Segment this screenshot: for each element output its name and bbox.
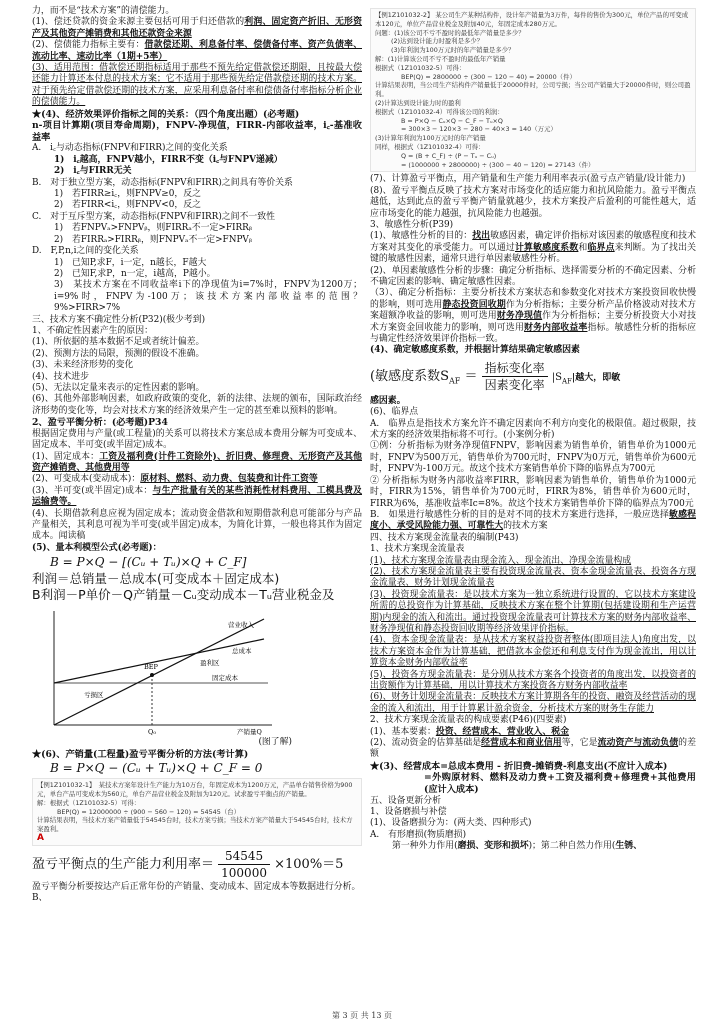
scan-formula: = (1000000 + 2800000) ÷ (300 − 40 − 120) = 27143（件） [401,160,595,169]
text-line: (2)、预测方法的局限，预测的假设不准确。 [32,348,205,359]
emphasis: 找出 [472,231,491,242]
definitions: n-项目计算期(项目寿命周期)，FNPV-净现值，FIRR-内部收益率，i꜀-基准收益率 [32,120,362,143]
scan-text: 解：(1)计算该公司不亏不盈时的最低年产销量 [375,54,506,63]
operating-cost-formula: ★(3)、经营成本=总成本费用 - 折旧费-摊销费-利息支出(不应计入成本) [370,760,668,772]
scan-formula: = 300×3 − 120×3 − 280 − 40×3 = 140（万元） [401,125,557,134]
text-line: 力，而不是“技术方案”的清偿能力。 [32,6,175,16]
breakeven-chart [32,605,282,737]
text-line: 1、设备磨损与补偿 [370,807,447,818]
scan-formula: BEP(Q) = 12000000 ÷ (900 − 560 − 120) = 54545（台） [57,807,240,816]
applicable-scope: (3)、适用范围：借款偿还期指标适用于那些不预先给定借款偿还期限，且按最大偿还能力计算还本付息的技术方案；它不适用于那些预先给定借款偿还期的技术方案。对于预先给定借款偿还期的技术方案，应采用利息备付率和偿债备付率指标分析企业的偿债能力。 [32,63,362,108]
scan-text: (3)年利润为100万元时的年产销量是多少？ [391,46,515,55]
item-d1: 1) 已知P,求F，i一定，n越长，F越大 [54,257,207,268]
utilization-formula [32,848,362,881]
scan-text: (3)计算年利润为100万元时的年产销量 [375,134,486,143]
text-span: 等，它是 [561,738,598,749]
text-line: A. 有形磨损(物质磨损) [370,829,467,840]
formula-label: (敏感度系数S [370,368,449,384]
text-line: (4)、确定敏感度系数，并根据计算结果确定敏感因素 [370,345,580,356]
text-span: 的差额 [370,738,697,760]
scan-text: 根据式（1Z101032-5）可得： [375,63,466,72]
text-span: B. 如果进行敏感性分析的目的是对不同的技术方案进行选择，一般应选择 [370,509,670,520]
text-span: 指标。敏感性分析的指标应与确定性经济效果评价指标一致。 [370,322,697,345]
sensitivity-purpose [370,231,696,265]
text-line: B、 [32,893,48,904]
text-span: 和 [578,242,588,253]
emphasis: 静态投资回收期 [442,299,506,310]
section-heading: ★(6)、产销量(工程量)盈亏平衡分析的方法(考计算) [32,748,249,760]
text-span: )；第二种自然力作用( [528,841,616,852]
text-line: (1)、设备磨损分为：(两大类、四种形式) [370,818,532,829]
solvency-indicators [32,40,362,63]
text-span: 的技术方案 [503,521,548,532]
text-span: 敏感因素，确定评价指标对该因素的敏感程度和技术方案对其变化的承受能力。可以通过 [370,231,697,253]
item-c1: 1) 若FNPVₐ>FNPVᵦ，则FIRRₐ不一定>FIRRᵦ [54,223,253,234]
text-line: (6)、临界点 [370,407,419,418]
text-line: (3)、投资现金流量表：是以技术方案为一独立系统进行设置的，它以技术方案建设所需的总投资作为计算基础，反映技术方案在整个计算期(包括建设期和生产运营期)内现金的流入和流出。通过投资现金流量表可计算技术方案的财务内部收益率、财务净现值和静态投资回收期等经济效果评价指标。 [370,589,696,634]
emphasis: 流动资产与流动负债 [597,738,679,749]
fixed-cost [32,452,362,475]
label-revenue: 营业收入 [228,621,254,630]
section-heading: ★(4)、经济效果评价指标之间的关系：（四个角度出题）(必考题) [32,108,300,120]
left-column [32,6,371,905]
scan-formula: Q = (B + C_F) ÷ (P − Tᵤ − Cᵤ) [401,151,497,160]
fraction [482,360,548,393]
label-loss-zone: 亏损区 [84,691,104,700]
example-2-scan [370,8,696,172]
text-line: (5)、无法以定量来表示的定性因素的影响。 [32,382,205,393]
emphasis: 临界点 [587,242,615,253]
text-span: (3)、半可变(或半固定)成本： [32,485,153,496]
label-profit-zone: 盈利区 [200,659,220,668]
text-span: (1)、固定成本： [32,451,100,462]
formula-eq: ＝ [464,368,478,384]
label-xaxis: 产销量Q [237,728,262,737]
text-line: (7)、计算盈亏平衡点，用产销量和生产能力利用率表示(盈亏点产销量/设计能力) [370,174,686,185]
emphasis: 磨损、变形和损坏 [457,841,529,852]
wear-types [370,841,696,852]
text-line: (2)、技术方案现金流量表主要有投资现金流量表、资本金现金流量表、投资各方现金流量表、财务计划现金流量表 [370,566,696,589]
formula-abs: |S [551,371,562,383]
section-heading: 五、设备更新分析 [370,795,441,806]
scan-text: 【例1Z101032-1】 某技术方案年设计生产能力为10万台，年固定成本为1200万元，产品单台销售价格为900元，单台产品可变成本为560元，单台产品营业税金及附加为120元。试求盈亏平衡点的产销量。 [37,781,353,799]
label-total-cost: 总成本 [232,647,252,656]
scan-text: 问题：(1)该公司不亏不盈时的最低年产销量是多少？ [375,28,525,37]
analysis-indicators [370,288,696,345]
text-span: (1)、敏感性分析的目的： [370,231,473,242]
text-span: (2)、流动资金的估算基础是 [370,738,482,749]
text-span: （3）、确定分析指标：主要分析技术方案状态和参数变化对技术方案投资回收快慢的影响，则可选用 [370,288,696,310]
item-d2: 2) 已知F,求P，n一定，i越高，P越小。 [54,268,216,279]
scan-formula: BEP(Q) = 2800000 ÷ (300 − 120 − 40) = 20000（件） [401,72,576,81]
formula-breakeven: B = P×Q − (Cᵤ + Tᵤ)×Q + C_F = 0 [50,761,263,776]
fraction-denominator: 因素变化率 [484,377,545,392]
item-a: A. i꜀与动态指标(FNPV和FIRR)之间的变化关系 [32,143,228,154]
text-line: (4)、技术进步 [32,371,89,382]
emphasis: 原材料、燃料、动力费、包装费和计件工资等 [140,474,318,485]
item-b: B. 对于独立型方案，动态指标(FNPV和FIRR)之间具有等价关系 [32,177,293,188]
text-line: 盈亏平衡分析要按达产后正常年份的产销量、变动成本、固定成本等数据进行分析。 [32,881,361,892]
scan-text: 同样，根据式（1Z101032-4）可得： [375,142,485,151]
scan-text: 【例1Z101032-2】 某公司生产某种结构件，设计年产销量为3万件，每件的售价为300元，单位产品的可变成本120元，单位产品营业税金及附加40元，年固定成本280万元。 [375,11,689,28]
formula-label: 盈亏平衡点的生产能力利用率＝ [32,856,215,872]
emphasis: 财务内部收益率 [524,322,588,333]
scan-mark: A [37,833,44,844]
item-a1: 1) i꜀越高，FNPV越小，FIRR不变（i꜀与FNPV递减） [54,154,283,165]
bep-point [150,673,154,677]
formula-tail: |越大，即敏 [571,372,621,383]
emphasis: 财务净现值 [496,311,543,322]
section-heading: 三、技术方案不确定性分析(P32)(极少考到) [32,314,206,325]
section-heading: 四、技术方案现金流量表的编制(P43) [370,532,519,543]
right-column [370,6,696,853]
text-line: ①例：分析指标为财务净现值FNPV，影响因素为销售单价，销售单价为1000元时，FNPV为500万元，销售单价为700元时，FNPV为0万元，销售单价为600元时，FNPV为-100万元。故这个技术方案销售单价下降的临界点为700元 [370,441,696,475]
operating-cost-formula-2: =外购原材料、燃料及动力费+工资及福利费+修理费+其他费用(应计入成本) [424,772,696,796]
text-line: ② 分析指标为财务内部收益率FIRR，影响因素为销售单价，销售单价为1000元时，FIRR为15%，销售单价为700元时，FIRR为8%，销售单价为600元时，FIRR为6%，基准收益率Ic=8%。故这个技术方案销售单价下降的临界点为700元 [370,475,696,509]
formula-text: B利润－P单价－Q产销量－Cᵤ变动成本－Tᵤ营业税金及 [32,587,335,603]
formula-text: 利润＝总销量－总成本(可变成本＋固定成本) [32,571,280,587]
fraction-denominator: 100000 [221,865,267,880]
emphasis: 利润、固定资产折旧、无形资产及其他资产摊销费和其他还款资金来源 [32,17,363,39]
fraction [218,848,270,881]
item-d3: 3) 某技术方案在不同收益率i下的净现值为i=7%时，FNPV为1200万；i=9%时，FNPV为-100万；该技术方案内部收益率的范围？ 9%>FIRR>7% [54,280,371,314]
text-line: (8)、盈亏平衡点反映了技术方案对市场变化的适应能力和抗风险能力。盈亏平衡点越低，达到此点的盈亏平衡产销量就越少，技术方案投产后盈利的可能性越大，适应市场变化的能力越强，抗风险能力也越强。 [370,185,696,219]
variable-cost [32,474,362,485]
section-heading: 3、敏感性分析(P39) [370,219,454,230]
emphasis: 投资、经营成本、营业收入、税金 [435,726,569,737]
scan-text: 计算结果表明，当技术方案产销量低于54545台时，技术方案亏损；当技术方案产销量大于54545台时，技术方案盈利。 [37,816,353,834]
emphasis: 计算敏感度系数 [514,242,579,253]
emphasis: 与生产批量有关的某些消耗性材料费用、工模具费及运输费等。 [32,485,363,508]
emphasis: 敏感程度小、承受风险能力强、可靠性大 [370,509,697,532]
text-line: 根据固定费用与产量(或工程量)的关系可以将技术方案总成本费用分解为可变成本、固定成本、半可变(或半固定)成本。 [32,428,362,451]
example-1-scan [32,778,362,846]
text-span: (1)、偿还贷款的资金来源主要包括可用于归还借款的 [32,17,245,28]
breakeven-chart-svg [32,605,282,737]
scan-formula: B = P×Q − Cᵤ×Q − C_F − Tᵤ×Q [401,116,503,125]
text-line: (3)、未来经济形势的变化 [32,360,134,371]
emphasis: 工资及福利费(计件工资除外)、折旧费、修理费、无形资产及其他资产摊销费、其他费用等 [32,451,362,473]
text-line: (6)、财务计划现金流量表：反映技术方案计算期各年的投资、融资及经营活动的现金的流入和流出，用于计算累计盈余资金，分析技术方案的财务生存能力 [370,692,696,714]
text-line: (4)、长期借款利息应视为固定成本；流动资金借款和短期借款利息可能部分与产品产量相关，其利息可视为半可变(或半固定)成本，为简化计算，一般也将其作为固定成本。闻读稿 [32,508,362,542]
basic-elements [370,727,696,738]
text-span: 第一种外力作用( [392,841,458,852]
semi-variable-cost [32,486,362,509]
text-span: 作为分析指标；主要分析投资大小对技术方案资金回收能力的影响，则可选用 [370,311,697,333]
emphasis: 借款偿还期、利息备付率、偿债备付率、资产负债率、流动比率、速动比率（1期+5率） [32,40,362,62]
formula-subscript: AF [448,376,461,386]
repayment-sources [32,17,362,40]
item-b1: 1) 若FIRR≥i꜀，则FNPV≥0，反之 [54,189,201,200]
text-line: 感因素。 [370,395,406,406]
label-bep: BEP [144,663,158,672]
text-line: (2)、单因素敏感性分析的步骤：确定分析指标、选择需要分析的不确定因素、分析不确定因素的影响、确定敏感性因素。 [370,265,696,287]
text-line: 1、不确定性因素产生的原因： [32,325,154,336]
text-line: (1)、技术方案现金流量表由现金流入、现金流出、净现金流量构成 [370,555,632,566]
text-span: (2)、可变成本(变动成本)： [32,474,141,485]
text-span: (2)、偿债能力指标主要有： [32,40,145,51]
text-line: (5)、投资各方现金流量表：是分别从技术方案各个投资者的角度出发，以投资者的出资额作为计算基础，用以计算技术方案投资各方财务内部收益率 [370,669,696,691]
working-capital [370,738,696,761]
fraction-numerator: 54545 [218,848,270,865]
text-line: (4)、资本金现金流量表：是从技术方案权益投资者整体(即项目法人)角度出发，以技术方案资本金作为计算基础，把借款本金偿还和利息支付作为现金流出，用以计算资本金财务内部收益率 [370,635,696,669]
scan-text: 计算结果表明，当公司生产结构件产销量低于20000件时，公司亏损；当公司产销量大于20000件时，则公司盈利。 [375,81,691,99]
text-span: 来判断。为了找出关键的敏感性因素，通常只进行单因素敏感性分析。 [370,242,697,265]
formula-tail: ×100%＝5 [274,856,344,872]
formula-subscript: AF [562,377,572,386]
scan-text: 根据式（1Z101032-4）可得该公司的利润： [375,107,504,116]
text-line: (1)、所依据的基本数据不足或者统计偏差。 [32,337,205,348]
emphasis: 经营成本和商业信用 [481,738,562,749]
page-footer: 第 3 页 共 13 页 [332,1011,392,1020]
emphasis: 生锈、 [615,841,643,852]
scan-text: (2)达到设计能力时盈利是多少？ [391,37,484,46]
text-line: 2、技术方案现金流量表的构成要素(P46)(四要素) [370,715,567,726]
text-line: (5)、量本利模型公式(必考题)： [32,542,162,553]
text-line: (6)、其他外部影响因素，如政府政策的变化，新的法律、法规的颁布，国际政治经济形势的变化等，均会对技术方案的经济效果产生一定的甚至难以预料的影响。 [32,394,362,416]
scan-text: 解：根据式（1Z101032-5）可得： [37,798,141,807]
item-d: D. F,P,n,i之间的变化关系 [32,246,139,257]
selection-criteria [370,510,696,533]
text-line: 1、技术方案现金流量表 [370,544,465,555]
item-b2: 2) 若FIRR<i꜀，则FNPV<0，反之 [54,200,201,211]
item-c2: 2) 若FIRRₐ>FIRRᵦ，则FNPVₐ不一定>FNPVᵦ [54,234,253,245]
text-span: 作为分析指标；主要分析产品价格波动对技术方案超额净收益的影响，则可选用 [370,299,697,322]
text-line: A. 临界点是指技术方案允许不确定因素向不利方向变化的极限值。超过极限，技术方案的经济效果指标将不可行。(小案例分析) [370,418,696,441]
fraction-numerator: 指标变化率 [482,360,548,377]
label-fixed-cost: 固定成本 [212,674,238,683]
section-heading: 2、盈亏平衡分析：(必考题)P34 [32,417,168,429]
label-q0: Q₀ [148,728,156,737]
text-span: (1)、基本要素： [370,726,436,737]
chart-caption: (图了解) [258,737,292,748]
scan-text: (2)计算达到设计能力时的盈利 [375,98,461,107]
formula-profit: B = P×Q − [(Cᵤ + Tᵤ)×Q + C_F] [50,555,247,570]
item-c: C. 对于互斥型方案，动态指标(FNPV和FIRR)之间不一致性 [32,211,276,222]
item-a2: 2) i꜀与FIRR无关 [54,166,132,177]
sensitivity-formula [370,360,696,393]
